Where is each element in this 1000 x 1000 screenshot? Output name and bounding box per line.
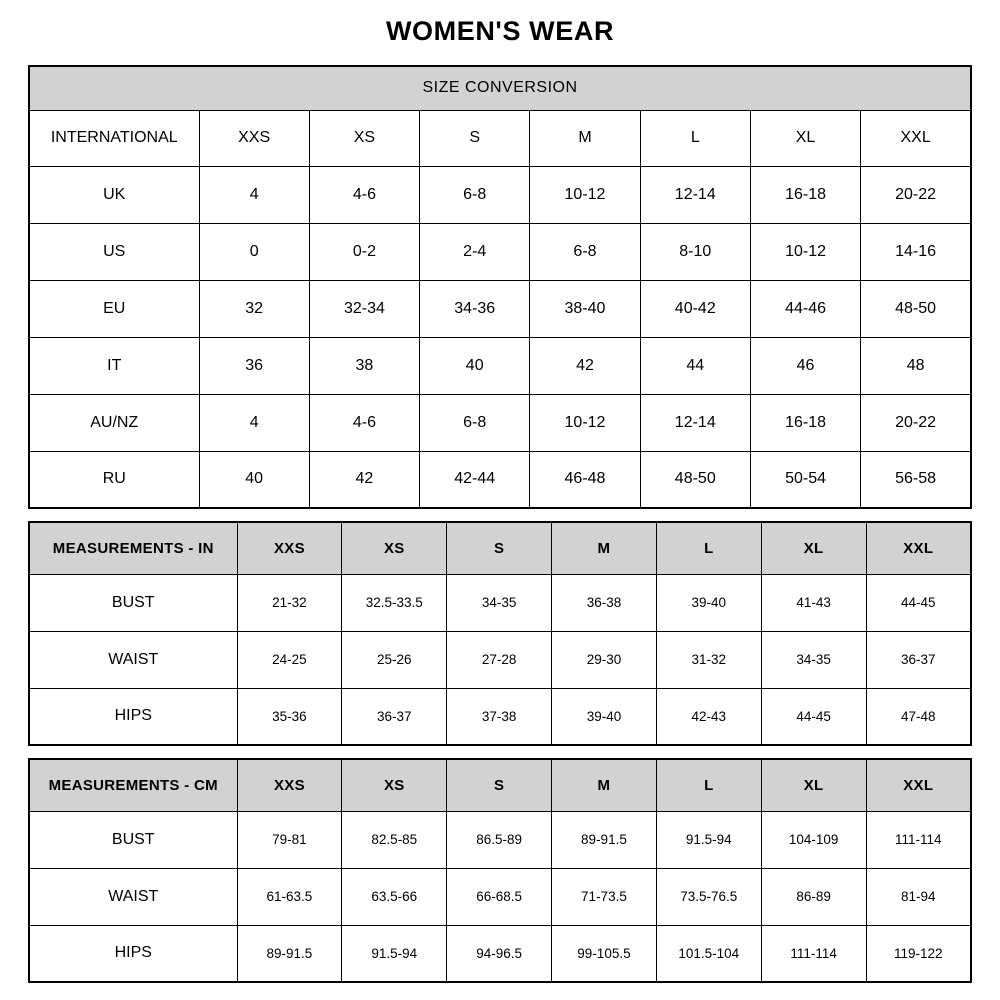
value-cell: 29-30 <box>552 631 657 688</box>
value-cell: 79-81 <box>237 811 342 868</box>
size-conversion-head <box>29 66 971 166</box>
measurements-in-table <box>28 521 972 746</box>
table-row <box>29 631 971 688</box>
header-size-cell: XXL <box>861 110 971 166</box>
value-cell: 42-43 <box>656 688 761 745</box>
measurements-cm-body <box>29 811 971 982</box>
value-cell: 61-63.5 <box>237 868 342 925</box>
value-cell: 82.5-85 <box>342 811 447 868</box>
header-size-cell: XL <box>750 110 860 166</box>
value-cell: 40-42 <box>640 280 750 337</box>
value-cell: 81-94 <box>866 868 971 925</box>
measurements-in-body <box>29 574 971 745</box>
value-cell: 38 <box>309 337 419 394</box>
table-row <box>29 166 971 223</box>
size-conversion-banner-row <box>29 66 971 110</box>
value-cell: 47-48 <box>866 688 971 745</box>
value-cell: 6-8 <box>420 394 530 451</box>
value-cell: 56-58 <box>861 451 971 508</box>
value-cell: 4 <box>199 394 309 451</box>
value-cell: 101.5-104 <box>656 925 761 982</box>
header-size-cell: XL <box>761 759 866 811</box>
size-conversion-header-row <box>29 110 971 166</box>
header-size-cell: M <box>530 110 640 166</box>
table-row <box>29 925 971 982</box>
header-size-cell: XXS <box>199 110 309 166</box>
measurements-cm-table <box>28 758 972 983</box>
value-cell: 48 <box>861 337 971 394</box>
size-conversion-table <box>28 65 972 509</box>
value-cell: 8-10 <box>640 223 750 280</box>
header-size-cell: XS <box>309 110 419 166</box>
header-size-cell: XL <box>761 522 866 574</box>
value-cell: 4-6 <box>309 394 419 451</box>
page-title: WOMEN'S WEAR <box>385 16 615 46</box>
value-cell: 46-48 <box>530 451 640 508</box>
value-cell: 36-38 <box>552 574 657 631</box>
value-cell: 41-43 <box>761 574 866 631</box>
value-cell: 91.5-94 <box>656 811 761 868</box>
table-row <box>29 280 971 337</box>
value-cell: 44-46 <box>750 280 860 337</box>
value-cell: 10-12 <box>530 394 640 451</box>
table-row <box>29 337 971 394</box>
value-cell: 66-68.5 <box>447 868 552 925</box>
row-label-cell: AU/NZ <box>29 394 199 451</box>
value-cell: 42 <box>530 337 640 394</box>
value-cell: 50-54 <box>750 451 860 508</box>
header-size-cell: XXL <box>866 522 971 574</box>
value-cell: 73.5-76.5 <box>656 868 761 925</box>
value-cell: 27-28 <box>447 631 552 688</box>
value-cell: 10-12 <box>750 223 860 280</box>
value-cell: 91.5-94 <box>342 925 447 982</box>
row-label-cell: HIPS <box>29 925 237 982</box>
header-label-cell: MEASUREMENTS - CM <box>29 759 237 811</box>
row-label-cell: BUST <box>29 574 237 631</box>
header-size-cell: S <box>447 522 552 574</box>
value-cell: 6-8 <box>530 223 640 280</box>
value-cell: 12-14 <box>640 166 750 223</box>
value-cell: 99-105.5 <box>552 925 657 982</box>
header-size-cell: M <box>552 522 657 574</box>
value-cell: 34-36 <box>420 280 530 337</box>
value-cell: 16-18 <box>750 394 860 451</box>
value-cell: 39-40 <box>552 688 657 745</box>
value-cell: 111-114 <box>761 925 866 982</box>
row-label-cell: IT <box>29 337 199 394</box>
header-size-cell: L <box>656 522 761 574</box>
header-size-cell: XXS <box>237 759 342 811</box>
measurements-cm-header-row <box>29 759 971 811</box>
value-cell: 4-6 <box>309 166 419 223</box>
measurements-cm-head <box>29 759 971 811</box>
header-size-cell: M <box>552 759 657 811</box>
table-row <box>29 811 971 868</box>
measurements-in-head <box>29 522 971 574</box>
value-cell: 25-26 <box>342 631 447 688</box>
value-cell: 36-37 <box>866 631 971 688</box>
table-row <box>29 394 971 451</box>
value-cell: 63.5-66 <box>342 868 447 925</box>
header-size-cell: L <box>656 759 761 811</box>
value-cell: 44-45 <box>761 688 866 745</box>
value-cell: 10-12 <box>530 166 640 223</box>
value-cell: 24-25 <box>237 631 342 688</box>
value-cell: 32 <box>199 280 309 337</box>
value-cell: 89-91.5 <box>552 811 657 868</box>
value-cell: 42 <box>309 451 419 508</box>
row-label-cell: US <box>29 223 199 280</box>
value-cell: 34-35 <box>447 574 552 631</box>
value-cell: 0-2 <box>309 223 419 280</box>
value-cell: 40 <box>199 451 309 508</box>
size-conversion-banner: SIZE CONVERSION <box>29 66 971 110</box>
header-size-cell: L <box>640 110 750 166</box>
value-cell: 48-50 <box>640 451 750 508</box>
header-size-cell: XS <box>342 522 447 574</box>
header-label-cell: MEASUREMENTS - IN <box>29 522 237 574</box>
header-size-cell: S <box>447 759 552 811</box>
value-cell: 119-122 <box>866 925 971 982</box>
row-label-cell: BUST <box>29 811 237 868</box>
header-size-cell: S <box>420 110 530 166</box>
value-cell: 31-32 <box>656 631 761 688</box>
value-cell: 46 <box>750 337 860 394</box>
value-cell: 4 <box>199 166 309 223</box>
value-cell: 38-40 <box>530 280 640 337</box>
header-size-cell: XXS <box>237 522 342 574</box>
value-cell: 32-34 <box>309 280 419 337</box>
value-cell: 111-114 <box>866 811 971 868</box>
value-cell: 2-4 <box>420 223 530 280</box>
value-cell: 34-35 <box>761 631 866 688</box>
value-cell: 36-37 <box>342 688 447 745</box>
row-label-cell: RU <box>29 451 199 508</box>
row-label-cell: HIPS <box>29 688 237 745</box>
value-cell: 14-16 <box>861 223 971 280</box>
size-conversion-body <box>29 166 971 508</box>
value-cell: 6-8 <box>420 166 530 223</box>
value-cell: 20-22 <box>861 394 971 451</box>
value-cell: 35-36 <box>237 688 342 745</box>
header-size-cell: XXL <box>866 759 971 811</box>
value-cell: 39-40 <box>656 574 761 631</box>
value-cell: 16-18 <box>750 166 860 223</box>
value-cell: 86.5-89 <box>447 811 552 868</box>
value-cell: 86-89 <box>761 868 866 925</box>
value-cell: 104-109 <box>761 811 866 868</box>
row-label-cell: EU <box>29 280 199 337</box>
table-row <box>29 451 971 508</box>
value-cell: 40 <box>420 337 530 394</box>
header-label-cell: INTERNATIONAL <box>29 110 199 166</box>
value-cell: 89-91.5 <box>237 925 342 982</box>
value-cell: 42-44 <box>420 451 530 508</box>
row-label-cell: WAIST <box>29 631 237 688</box>
value-cell: 21-32 <box>237 574 342 631</box>
value-cell: 44-45 <box>866 574 971 631</box>
header-size-cell: XS <box>342 759 447 811</box>
value-cell: 36 <box>199 337 309 394</box>
row-label-cell: UK <box>29 166 199 223</box>
value-cell: 12-14 <box>640 394 750 451</box>
value-cell: 32.5-33.5 <box>342 574 447 631</box>
value-cell: 0 <box>199 223 309 280</box>
value-cell: 44 <box>640 337 750 394</box>
table-row <box>29 223 971 280</box>
value-cell: 20-22 <box>861 166 971 223</box>
row-label-cell: WAIST <box>29 868 237 925</box>
table-row <box>29 688 971 745</box>
value-cell: 48-50 <box>861 280 971 337</box>
value-cell: 94-96.5 <box>447 925 552 982</box>
value-cell: 37-38 <box>447 688 552 745</box>
measurements-in-header-row <box>29 522 971 574</box>
table-row <box>29 868 971 925</box>
value-cell: 71-73.5 <box>552 868 657 925</box>
table-row <box>29 574 971 631</box>
